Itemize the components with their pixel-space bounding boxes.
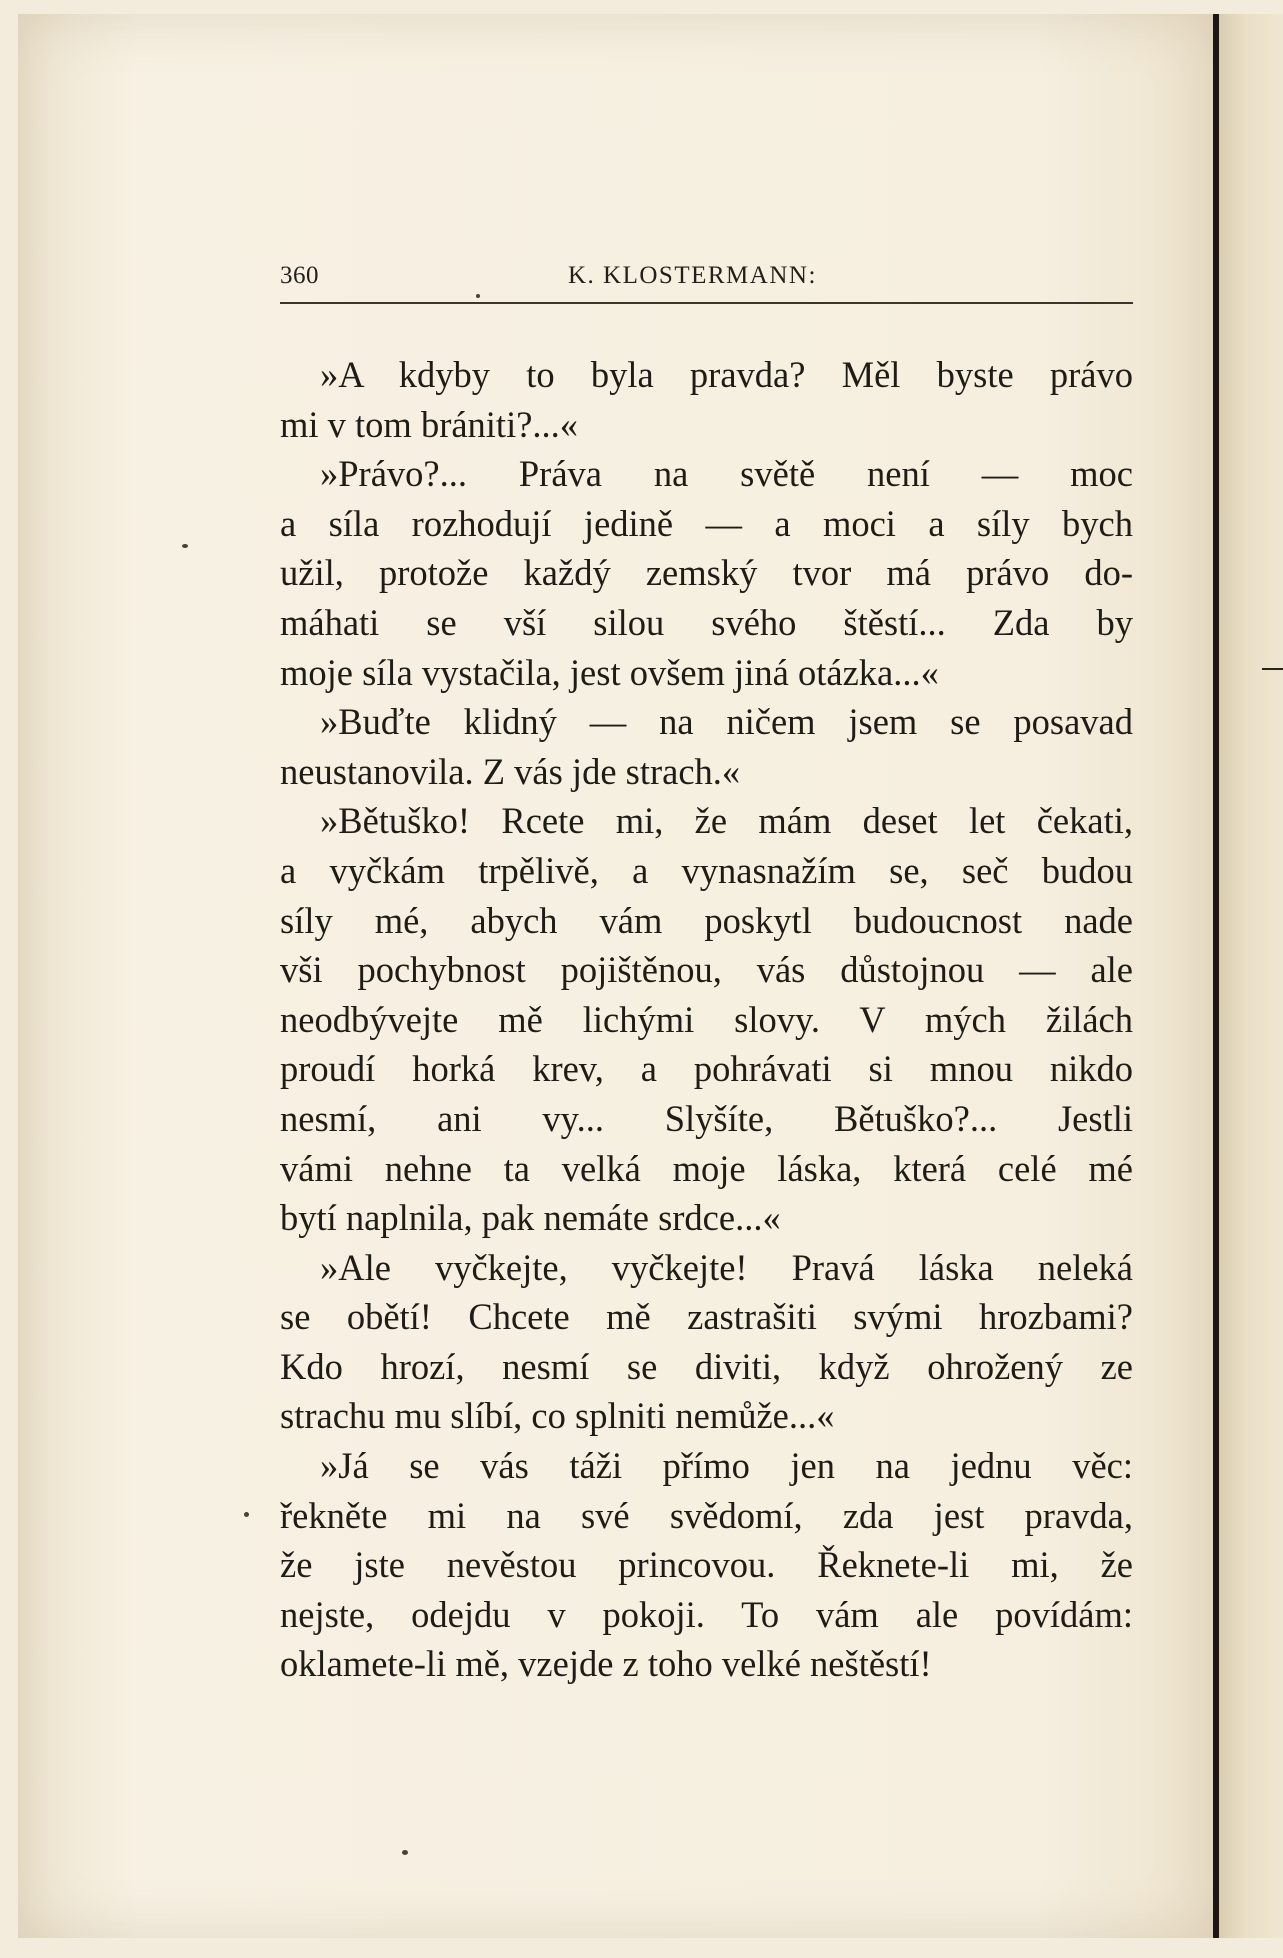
scan-speck (476, 294, 480, 298)
text-line: vši pochybnost pojištěnou, vás důstojnou — ale (280, 949, 1133, 991)
text-line: mi v tom brániti?...« (280, 403, 579, 445)
text-line: »Bětuško! Rcete mi, že mám deset let čekati, (320, 800, 1133, 842)
text-line: se obětí! Chcete mě zastrašiti svými hrozbami? (280, 1296, 1133, 1338)
body-text (280, 350, 1133, 1689)
text-line: máhati se vší silou svého štěstí... Zda by (280, 601, 1133, 643)
scan-speck (182, 544, 188, 548)
text-line: neustanovila. Z vás jde strach.« (280, 750, 741, 792)
text-line: »Ale vyčkejte, vyčkejte! Pravá láska neleká (320, 1246, 1133, 1288)
right-page-mark (1262, 668, 1283, 670)
text-line: a vyčkám trpělivě, a vynasnažím se, seč budou (280, 849, 1133, 891)
right-page-edge (1219, 14, 1283, 1938)
text-line: síly mé, abych vám poskytl budoucnost nade (280, 899, 1133, 941)
text-line: že jste nevěstou princovou. Řeknete-li mi, že (280, 1544, 1133, 1586)
scan-speck (244, 1512, 249, 1517)
scan-speck (402, 1850, 408, 1855)
text-line: řekněte mi na své svědomí, zda jest pravda, (280, 1494, 1133, 1536)
text-line: oklamete-li mě, vzejde z toho velké neštěstí! (280, 1643, 932, 1685)
text-line: »A kdyby to byla pravda? Měl byste právo (320, 354, 1133, 395)
text-line: »Já se vás táži přímo jen na jednu věc: (320, 1445, 1133, 1487)
text-line: »Buďte klidný — na ničem jsem se posavad (320, 701, 1133, 743)
text-line: proudí horká krev, a pohrávati si mnou nikdo (280, 1048, 1133, 1090)
page-header (280, 256, 1133, 304)
text-line: Kdo hrozí, nesmí se diviti, když ohrožený ze (280, 1345, 1133, 1387)
text-line: neodbývejte mě lichými slovy. V mých žilách (280, 998, 1133, 1040)
text-line: vámi nehne ta velká moje láska, která celé mé (280, 1147, 1133, 1189)
running-head: K. KLOSTERMANN: (568, 262, 817, 289)
text-line: užil, protože každý zemský tvor má právo do- (280, 552, 1133, 594)
text-line: a síla rozhodují jedině — a moci a síly bych (280, 502, 1133, 544)
text-line: moje síla vystačila, jest ovšem jiná otázka...« (280, 651, 939, 693)
text-line: strachu mu slíbí, co splniti nemůže...« (280, 1395, 835, 1437)
text-line: bytí naplnila, pak nemáte srdce...« (280, 1197, 781, 1239)
text-line: »Právo?... Práva na světě není — moc (320, 453, 1133, 495)
text-line: nejste, odejdu v pokoji. To vám ale povídám: (280, 1593, 1133, 1635)
text-line: nesmí, ani vy... Slyšíte, Bětuško?... Jestli (280, 1097, 1133, 1139)
page-number: 360 (280, 262, 319, 289)
